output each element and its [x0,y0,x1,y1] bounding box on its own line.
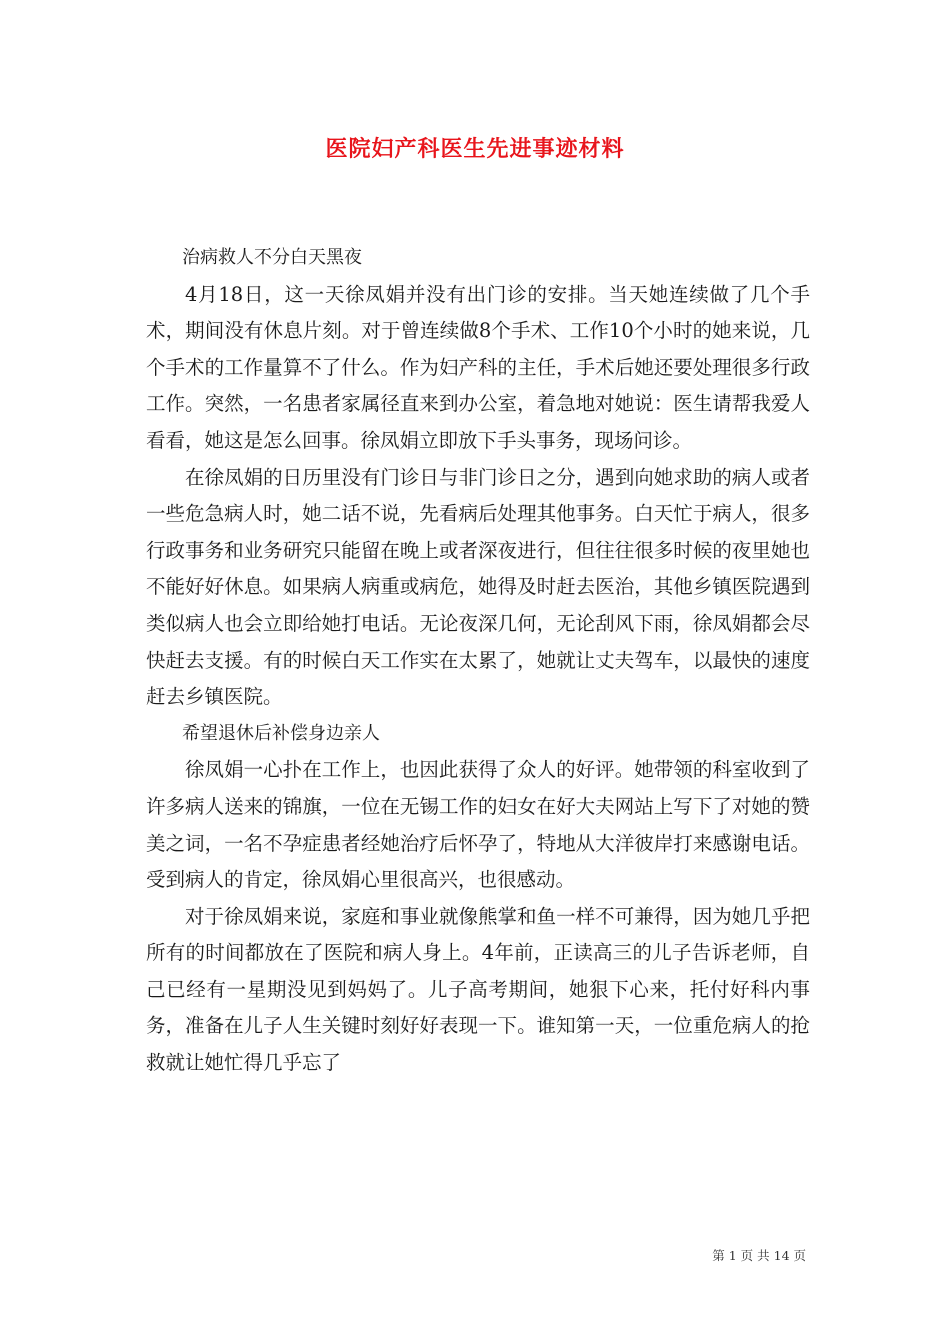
paragraph-2: 在徐凤娟的日历里没有门诊日与非门诊日之分，遇到向她求助的病人或者一些危急病人时，她二话不说，先看病后处理其他事务。白天忙于病人，很多行政事务和业务研究只能留在晚上或者深夜进行，但往往很多时候的夜里她也不能好好休息。如果病人病重或病危，她得及时赶去医治，其他乡镇医院遇到类似病人也会立即给她打电话。无论夜深几何，无论刮风下雨，徐凤娟都会尽快赶去支援。有的时候白天工作实在太累了，她就让丈夫驾车，以最快的速度赶去乡镇医院。 [146,465,810,709]
document-body [146,240,810,1082]
paragraph-1: 4月18日，这一天徐凤娟并没有出门诊的安排。当天她连续做了几个手术，期间没有休息片刻。对于曾连续做8个手术、工作10个小时的她来说，几个手术的工作量算不了什么。作为妇产科的主任，手术后她还要处理很多行政工作。突然，一名患者家属径直来到办公室，着急地对她说：医生请帮我爱人看看，她这是怎么回事。徐凤娟立即放下手头事务，现场问诊。 [146,282,810,452]
paragraph-3: 徐凤娟一心扑在工作上，也因此获得了众人的好评。她带领的科室收到了许多病人送来的锦旗，一位在无锡工作的妇女在好大夫网站上写下了对她的赞美之词，一名不孕症患者经她治疗后怀孕了，特地从大洋彼岸打来感谢电话。受到病人的肯定，徐凤娟心里很高兴，也很感动。 [146,758,810,892]
document-title: 医院妇产科医生先进事迹材料 [325,136,625,162]
section-heading-1: 治病救人不分白天黑夜 [182,247,362,268]
paragraph-4: 对于徐凤娟来说，家庭和事业就像熊掌和鱼一样不可兼得，因为她几乎把所有的时间都放在了医院和病人身上。4年前，正读高三的儿子告诉老师，自己已经有一星期没见到妈妈了。儿子高考期间，她狠下心来，托付好科内事务，准备在儿子人生关键时刻好好表现一下。谁知第一天，一位重危病人的抢救就让她忙得几乎忘了 [146,904,810,1075]
section-heading-2: 希望退休后补偿身边亲人 [182,722,380,744]
page-footer: 第 1 页 共 14 页 [712,1248,806,1263]
